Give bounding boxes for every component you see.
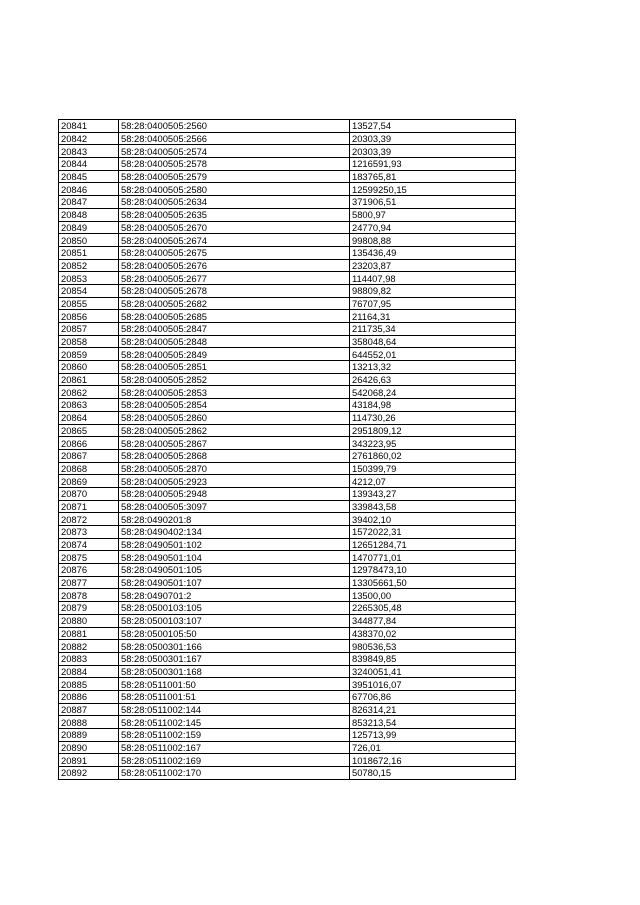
cadastral-number-cell: 58:28:0400505:2677: [119, 272, 350, 285]
value-cell: 644552,01: [350, 348, 516, 361]
cadastral-number-cell: 58:28:0400505:2634: [119, 196, 350, 209]
row-number-cell: 20873: [59, 526, 119, 539]
cadastral-number-cell: 58:28:0511001:51: [119, 690, 350, 703]
value-cell: 5800,97: [350, 208, 516, 221]
value-cell: 98809,82: [350, 284, 516, 297]
row-number-cell: 20885: [59, 678, 119, 691]
table-row: [59, 221, 516, 234]
table-row: [59, 411, 516, 424]
row-number-cell: 20846: [59, 183, 119, 196]
row-number-cell: 20851: [59, 246, 119, 259]
row-number-cell: 20882: [59, 640, 119, 653]
table-row: [59, 690, 516, 703]
table-row: [59, 462, 516, 475]
value-cell: 1216591,93: [350, 158, 516, 171]
cadastral-number-cell: 58:28:0511002:170: [119, 767, 350, 780]
cadastral-number-cell: 58:28:0400505:2678: [119, 284, 350, 297]
cadastral-number-cell: 58:28:0400505:2862: [119, 424, 350, 437]
cadastral-number-cell: 58:28:0400505:2849: [119, 348, 350, 361]
table-row: [59, 170, 516, 183]
value-cell: 980536,53: [350, 640, 516, 653]
value-cell: 853213,54: [350, 716, 516, 729]
cadastral-number-cell: 58:28:0400505:2579: [119, 170, 350, 183]
row-number-cell: 20867: [59, 449, 119, 462]
table-row: [59, 564, 516, 577]
table-row: [59, 602, 516, 615]
cadastral-number-cell: 58:28:0490201:8: [119, 513, 350, 526]
cadastral-number-cell: 58:28:0490701:2: [119, 589, 350, 602]
row-number-cell: 20887: [59, 703, 119, 716]
value-cell: 23203,87: [350, 259, 516, 272]
cadastral-number-cell: 58:28:0400505:2685: [119, 310, 350, 323]
table-row: [59, 614, 516, 627]
value-cell: 13213,32: [350, 361, 516, 374]
row-number-cell: 20888: [59, 716, 119, 729]
cadastral-number-cell: 58:28:0400505:2580: [119, 183, 350, 196]
cadastral-number-cell: 58:28:0500103:107: [119, 614, 350, 627]
cadastral-number-cell: 58:28:0400505:2674: [119, 234, 350, 247]
table-row: [59, 678, 516, 691]
row-number-cell: 20880: [59, 614, 119, 627]
cadastral-number-cell: 58:28:0400505:2852: [119, 373, 350, 386]
data-table: [58, 119, 516, 780]
row-number-cell: 20866: [59, 437, 119, 450]
cadastral-number-cell: 58:28:0400505:2948: [119, 487, 350, 500]
row-number-cell: 20877: [59, 576, 119, 589]
cadastral-number-cell: 58:28:0500301:167: [119, 652, 350, 665]
cadastral-number-cell: 58:28:0400505:2923: [119, 475, 350, 488]
value-cell: 344877,84: [350, 614, 516, 627]
row-number-cell: 20854: [59, 284, 119, 297]
table-row: [59, 323, 516, 336]
row-number-cell: 20864: [59, 411, 119, 424]
cadastral-number-cell: 58:28:0400505:2574: [119, 145, 350, 158]
cadastral-number-cell: 58:28:0511002:167: [119, 741, 350, 754]
cadastral-number-cell: 58:28:0490402:134: [119, 526, 350, 539]
cadastral-number-cell: 58:28:0400505:2676: [119, 259, 350, 272]
value-cell: 1470771,01: [350, 551, 516, 564]
cadastral-number-cell: 58:28:0511002:159: [119, 729, 350, 742]
document-page: [58, 119, 515, 780]
table-row: [59, 246, 516, 259]
cadastral-number-cell: 58:28:0400505:2578: [119, 158, 350, 171]
row-number-cell: 20860: [59, 361, 119, 374]
cadastral-number-cell: 58:28:0400505:2851: [119, 361, 350, 374]
cadastral-number-cell: 58:28:0400505:2868: [119, 449, 350, 462]
table-row: [59, 640, 516, 653]
cadastral-number-cell: 58:28:0500301:168: [119, 665, 350, 678]
cadastral-number-cell: 58:28:0400505:2848: [119, 335, 350, 348]
table-row: [59, 335, 516, 348]
cadastral-number-cell: 58:28:0511001:50: [119, 678, 350, 691]
cadastral-number-cell: 58:28:0400505:2682: [119, 297, 350, 310]
row-number-cell: 20890: [59, 741, 119, 754]
value-cell: 20303,39: [350, 145, 516, 158]
value-cell: 726,01: [350, 741, 516, 754]
table-row: [59, 373, 516, 386]
value-cell: 99808,88: [350, 234, 516, 247]
table-row: [59, 741, 516, 754]
value-cell: 114730,26: [350, 411, 516, 424]
value-cell: 12599250,15: [350, 183, 516, 196]
table-row: [59, 767, 516, 780]
table-row: [59, 538, 516, 551]
cadastral-number-cell: 58:28:0400505:2670: [119, 221, 350, 234]
table-row: [59, 576, 516, 589]
table-row: [59, 754, 516, 767]
table-row: [59, 551, 516, 564]
row-number-cell: 20859: [59, 348, 119, 361]
value-cell: 150399,79: [350, 462, 516, 475]
row-number-cell: 20886: [59, 690, 119, 703]
row-number-cell: 20842: [59, 132, 119, 145]
row-number-cell: 20856: [59, 310, 119, 323]
row-number-cell: 20855: [59, 297, 119, 310]
value-cell: 2265305,48: [350, 602, 516, 615]
value-cell: 339843,58: [350, 500, 516, 513]
value-cell: 67706,86: [350, 690, 516, 703]
value-cell: 3951016,07: [350, 678, 516, 691]
cadastral-number-cell: 58:28:0400505:2853: [119, 386, 350, 399]
table-body: [59, 120, 516, 780]
table-row: [59, 284, 516, 297]
table-row: [59, 729, 516, 742]
table-row: [59, 297, 516, 310]
table-row: [59, 665, 516, 678]
table-row: [59, 145, 516, 158]
table-row: [59, 652, 516, 665]
row-number-cell: 20872: [59, 513, 119, 526]
table-row: [59, 120, 516, 133]
table-row: [59, 526, 516, 539]
cadastral-number-cell: 58:28:0490501:104: [119, 551, 350, 564]
table-row: [59, 196, 516, 209]
cadastral-number-cell: 58:28:0400505:2870: [119, 462, 350, 475]
row-number-cell: 20876: [59, 564, 119, 577]
value-cell: 13500,00: [350, 589, 516, 602]
row-number-cell: 20844: [59, 158, 119, 171]
value-cell: 183765,81: [350, 170, 516, 183]
row-number-cell: 20870: [59, 487, 119, 500]
cadastral-number-cell: 58:28:0500103:105: [119, 602, 350, 615]
table-row: [59, 627, 516, 640]
row-number-cell: 20881: [59, 627, 119, 640]
table-row: [59, 487, 516, 500]
value-cell: 542068,24: [350, 386, 516, 399]
table-row: [59, 513, 516, 526]
table-row: [59, 259, 516, 272]
value-cell: 211735,34: [350, 323, 516, 336]
row-number-cell: 20847: [59, 196, 119, 209]
table-row: [59, 234, 516, 247]
table-row: [59, 424, 516, 437]
row-number-cell: 20879: [59, 602, 119, 615]
cadastral-number-cell: 58:28:0511002:169: [119, 754, 350, 767]
value-cell: 76707,95: [350, 297, 516, 310]
cadastral-number-cell: 58:28:0490501:102: [119, 538, 350, 551]
value-cell: 826314,21: [350, 703, 516, 716]
row-number-cell: 20869: [59, 475, 119, 488]
row-number-cell: 20845: [59, 170, 119, 183]
row-number-cell: 20871: [59, 500, 119, 513]
cadastral-number-cell: 58:28:0400505:2860: [119, 411, 350, 424]
value-cell: 24770,94: [350, 221, 516, 234]
cadastral-number-cell: 58:28:0400505:2566: [119, 132, 350, 145]
row-number-cell: 20857: [59, 323, 119, 336]
cadastral-number-cell: 58:28:0511002:144: [119, 703, 350, 716]
table-row: [59, 449, 516, 462]
table-row: [59, 348, 516, 361]
value-cell: 343223,95: [350, 437, 516, 450]
table-row: [59, 703, 516, 716]
table-row: [59, 500, 516, 513]
row-number-cell: 20865: [59, 424, 119, 437]
row-number-cell: 20853: [59, 272, 119, 285]
value-cell: 12978473,10: [350, 564, 516, 577]
value-cell: 3240051,41: [350, 665, 516, 678]
value-cell: 12651284,71: [350, 538, 516, 551]
table-row: [59, 310, 516, 323]
table-row: [59, 475, 516, 488]
row-number-cell: 20858: [59, 335, 119, 348]
row-number-cell: 20889: [59, 729, 119, 742]
row-number-cell: 20892: [59, 767, 119, 780]
cadastral-number-cell: 58:28:0500105:50: [119, 627, 350, 640]
table-row: [59, 208, 516, 221]
value-cell: 438370,02: [350, 627, 516, 640]
value-cell: 125713,99: [350, 729, 516, 742]
cadastral-number-cell: 58:28:0500301:166: [119, 640, 350, 653]
row-number-cell: 20875: [59, 551, 119, 564]
row-number-cell: 20883: [59, 652, 119, 665]
row-number-cell: 20868: [59, 462, 119, 475]
cadastral-number-cell: 58:28:0490501:105: [119, 564, 350, 577]
row-number-cell: 20878: [59, 589, 119, 602]
value-cell: 139343,27: [350, 487, 516, 500]
value-cell: 21164,31: [350, 310, 516, 323]
cadastral-number-cell: 58:28:0400505:2854: [119, 399, 350, 412]
row-number-cell: 20861: [59, 373, 119, 386]
table-row: [59, 158, 516, 171]
table-row: [59, 716, 516, 729]
value-cell: 43184,98: [350, 399, 516, 412]
cadastral-number-cell: 58:28:0400505:2675: [119, 246, 350, 259]
row-number-cell: 20863: [59, 399, 119, 412]
value-cell: 2761860,02: [350, 449, 516, 462]
row-number-cell: 20849: [59, 221, 119, 234]
cadastral-number-cell: 58:28:0400505:2867: [119, 437, 350, 450]
row-number-cell: 20850: [59, 234, 119, 247]
value-cell: 358048,64: [350, 335, 516, 348]
row-number-cell: 20884: [59, 665, 119, 678]
row-number-cell: 20874: [59, 538, 119, 551]
value-cell: 13527,54: [350, 120, 516, 133]
cadastral-number-cell: 58:28:0490501:107: [119, 576, 350, 589]
value-cell: 2951809,12: [350, 424, 516, 437]
table-row: [59, 361, 516, 374]
cadastral-number-cell: 58:28:0511002:145: [119, 716, 350, 729]
value-cell: 39402,10: [350, 513, 516, 526]
cadastral-number-cell: 58:28:0400505:3097: [119, 500, 350, 513]
table-row: [59, 386, 516, 399]
table-row: [59, 132, 516, 145]
cadastral-number-cell: 58:28:0400505:2635: [119, 208, 350, 221]
row-number-cell: 20841: [59, 120, 119, 133]
value-cell: 1572022,31: [350, 526, 516, 539]
table-row: [59, 437, 516, 450]
table-row: [59, 589, 516, 602]
table-row: [59, 272, 516, 285]
value-cell: 20303,39: [350, 132, 516, 145]
value-cell: 26426,63: [350, 373, 516, 386]
value-cell: 13305661,50: [350, 576, 516, 589]
table-row: [59, 399, 516, 412]
row-number-cell: 20891: [59, 754, 119, 767]
value-cell: 4212,07: [350, 475, 516, 488]
row-number-cell: 20852: [59, 259, 119, 272]
table-row: [59, 183, 516, 196]
row-number-cell: 20848: [59, 208, 119, 221]
row-number-cell: 20843: [59, 145, 119, 158]
value-cell: 135436,49: [350, 246, 516, 259]
value-cell: 114407,98: [350, 272, 516, 285]
row-number-cell: 20862: [59, 386, 119, 399]
value-cell: 371906,51: [350, 196, 516, 209]
value-cell: 50780,15: [350, 767, 516, 780]
cadastral-number-cell: 58:28:0400505:2847: [119, 323, 350, 336]
value-cell: 1018672,16: [350, 754, 516, 767]
cadastral-number-cell: 58:28:0400505:2560: [119, 120, 350, 133]
value-cell: 839849,85: [350, 652, 516, 665]
